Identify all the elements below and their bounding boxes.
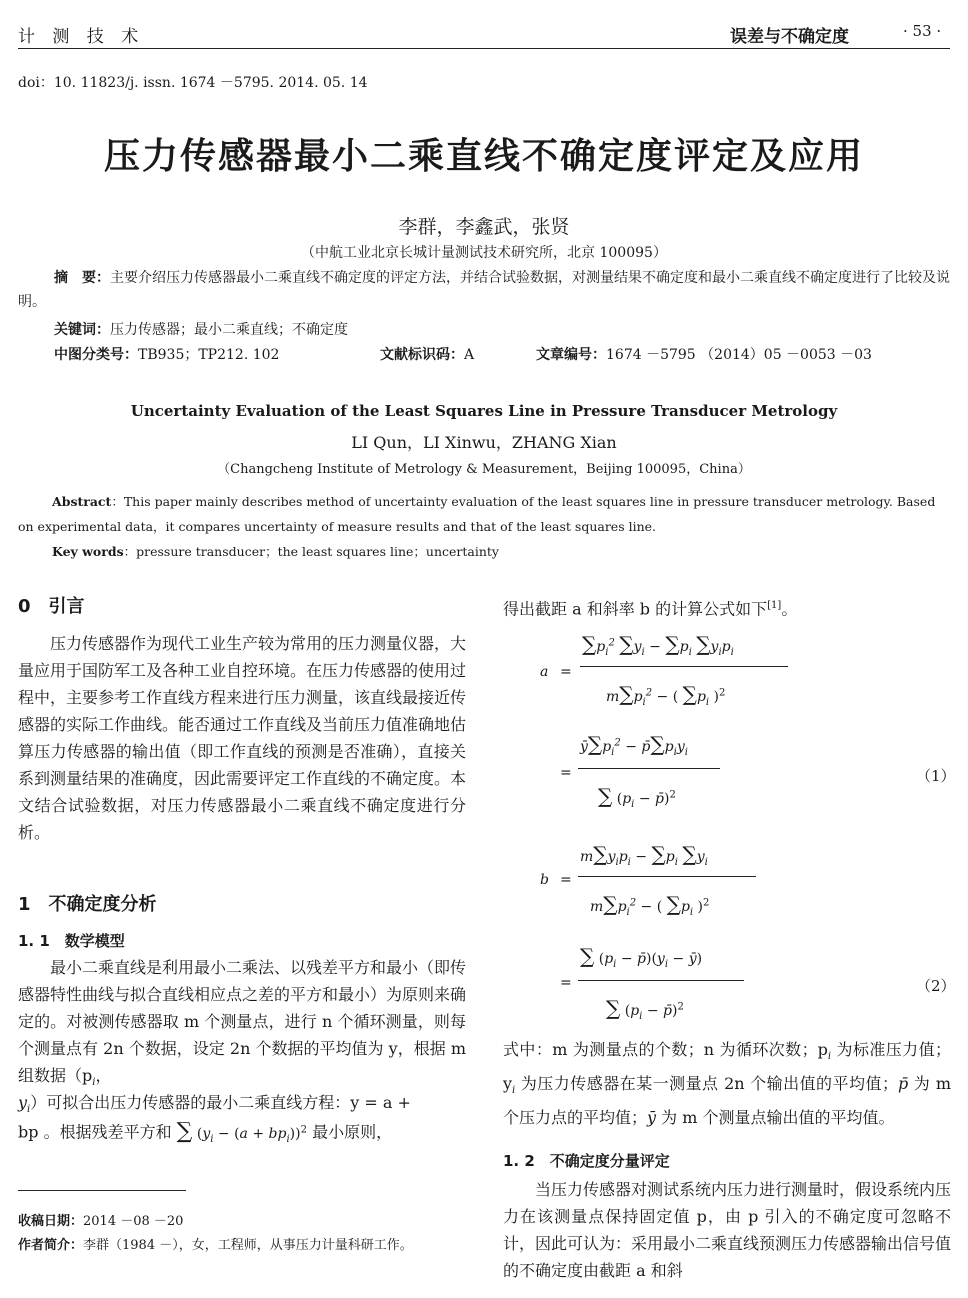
keywords-cn-label: 关键词：	[54, 322, 110, 338]
author-bio-value: 李群（1984 －），女，工程师，从事压力计量科研工作。	[83, 1238, 413, 1253]
y-sub-symbol: y	[18, 1093, 28, 1112]
abstract-cn-text: 主要介绍压力传感器最小二乘直线不确定度的评定方法，并结合试验数据，对测量结果不确定度和最小二乘直线不确定度进行了比较及说明。	[18, 270, 950, 310]
section-1-1-tail2: bp 。根据残差平方和	[18, 1122, 172, 1142]
section-1-1-text: 最小二乘直线是利用最小二乘法、以残差平方和最小（即传感器特性曲线与拟合直线相应点之差的平方和最小）为原则来确定的。对被测传感器取 m 个测量点，进行 n 个循环测量，则每个测量点有 2n 个数据，设定 2n 个数据的平均值为 y，根据 m 组数据（p	[18, 958, 466, 1085]
doc-code-value: A	[464, 347, 475, 363]
left-column	[18, 592, 466, 1143]
classification-article	[536, 343, 872, 367]
running-header	[0, 0, 968, 46]
eq2-lhs-b: b	[540, 872, 549, 888]
doi: doi：10. 11823/j. issn. 1674 －5795. 2014. 05. 14	[18, 75, 368, 91]
eq2-alt-fraction-bar	[578, 980, 744, 981]
residual-sum-formula: ∑ $(y_i - (a + bp_i))^2$	[176, 1118, 307, 1145]
section-1-1-paragraph: 最小二乘直线是利用最小二乘法、以残差平方和最小（即传感器特性曲线与拟合直线相应点之差的平方和最小）为原则来确定的。对被测传感器取 m 个测量点，进行 n 个循环测量，则每个测量点有 2n 个数据，设定 2n 个数据的平均值为 y，根据 m 组数据（$p_i$，	[18, 958, 466, 1089]
received-label: 收稿日期：	[18, 1214, 84, 1229]
footnote-author	[18, 1236, 470, 1256]
where-text-4: 为 m 个压力点的平均值；	[503, 1074, 951, 1128]
authors: 李群，李鑫武，张贤	[398, 216, 570, 238]
author-bio-label: 作者简介：	[18, 1238, 84, 1253]
section-1-1-heading: 1. 1 数学模型	[18, 932, 125, 950]
where-text-3: 为压力传感器在某一测量点 2n 个输出值的平均值；	[515, 1074, 898, 1094]
section-1-heading: 1 不确定度分析	[18, 894, 157, 915]
eq2-denominator: $m\sum p_i^2$ − ( $\sum p_i$ )$^2$	[590, 892, 710, 918]
section-1-2-heading: 1. 2 不确定度分量评定	[503, 1152, 670, 1170]
classification-doc	[380, 343, 474, 367]
english-authors: LI Qun，LI Xinwu，ZHANG Xian	[351, 433, 617, 452]
paper-page: 计 测 技 术 误差与不确定度 · 53 · doi：10. 11823/j. issn. 1674 －5795. 2014. 05. 14 压力传感器最小二乘直线不确定度评定及应用 李群，李鑫武，张贤 （中航工业北京长城计量测试技术研究所，北京 100095） 摘 要：主要介绍压力传感器最小二乘直线不确定度的评定方法，并结合试验数据，对测量结果不确定度和最小二乘直线不确定度进行了比较及说明。 关键词：压力传感器；最小二乘直线；不确定度 中图分类号：TB935；TP212. 102 文献标识码：A 文章编号：1674 －5795 （2014）05 －0053 －03 Uncertainty Evaluation of the Least Squares Line in Pressure Transducer Metrology LI Qun，LI Xinwu，ZHANG Xian （Changcheng Institute of Metrology & Measurement，Beijing 100095，China） Abstract：This paper mainly describes method of uncertainty evaluation of the least squares line in pressure transducer metrology. Based on experimental data，it compares uncertainty of measure results and that of the least squares line. Key words：pressure transducer；the least squares line；uncertainty 0 引言 压力传感器作为现代工业生产较为常用的压力测量仪器，大量应用于国防军工及各种工业自控环境。在压力传感器的使用过程中，主要参考工作直线方程来进行压力测量，该直线最接近传感器的实际工作曲线。能否通过工作直线及当前压力值准确地估算压力传感器的输出值（即工作直线的预测是否准确），直接关系到测量结果的准确度，因此需要评定工作直线的不确定度。本文结合试验数据，对压力传感器最小二乘直线不确定度进行分析。 1 不确定度分析 1. 1 数学模型 最小二乘直线是利用最小二乘法、以残差平方和最小（即传感器特性曲线与拟合直线相应点之差的平方和最小）为原则来确定的。对被测传感器取 m 个测量点，进行 n 个循环测量，则每个测量点有 2n 个数据，设定 2n 个数据的平均值为 y，根据 m 组数据（$p_i$， $y_i$）可拟合出压力传感器的最小二乘直线方程：y = a + bp 。根据残差平方和 ∑ $(y_i - (a + bp_i))^2$ 最小原则， 收稿日期：2014 －08 －20 作者简介：李群（1984 －），女，工程师，从事压力计量科研工作。 得出截距 a 和斜率 b 的计算公式如下[1]。 a = $\sum p_i^2$ $\sum y_i - \sum p_i$ $\sum y_ip_i$ $m\sum p_i^2$ − ( $\sum p_i$ )$^2$ = $ȳ\sum p_i^2$ − $p̄\sum p_iy_i$ ∑ ($p_i$ − p̄)$^2$ （1） b = $m\sum y_ip_i - \sum p_i$ $\sum y_i$ $m\sum p_i^2$ − ( $\sum p_i$ )$^2$ = ∑ ($p_i$ − $p̄)(y_i$ − ȳ) ∑ ($p_i$ − p̄)$^2$ （2） 式中：m 为测量点的个数；n 为循环次数；$p_i$ 为标准压力值；$y_i$ 为压力传感器在某一测量点 2n 个输出值的平均值；p̄ 为 m 个压力点的平均值；ȳ 为 m 个测量点输出值的平均值。 1. 2 不确定度分量评定 当压力传感器对测试系统内压力进行测量时，假设系统内压力在该测量点保持固定值 p，由 p 引入的不确定度可忽略不计，因此可认为：采用最小二乘直线预测压力传感器输出信号值的不确定度由截距 a 和斜	[0, 0, 968, 1298]
doc-code-label: 文献标识码：	[380, 347, 464, 363]
section-1-1-tail3: 最小原则，	[312, 1122, 393, 1142]
where-text-5: 为 m 个测量点输出值的平均值。	[656, 1108, 895, 1128]
where-text-1: 式中：m 为测量点的个数；n 为循环次数；p	[503, 1040, 828, 1059]
journal-name: 计 测 技 术	[18, 27, 145, 47]
eq1-alt-denominator: ∑ ($p_i$ − p̄)$^2$	[598, 784, 676, 810]
english-abstract	[18, 489, 950, 564]
english-abstract-label: Abstract	[52, 494, 112, 509]
footnote-received	[18, 1212, 183, 1232]
english-keywords-text: ：pressure transducer；the least squares line；uncertainty	[123, 544, 499, 559]
eq1-lhs-a: a	[540, 664, 549, 680]
footnote-rule	[18, 1190, 186, 1191]
keywords-cn-text: 压力传感器；最小二乘直线；不确定度	[110, 322, 348, 338]
english-title: Uncertainty Evaluation of the Least Squares Line in Pressure Transducer Metrology	[130, 402, 838, 420]
eq2-numerator: $m\sum y_ip_i - \sum p_i$ $\sum y_i$	[580, 842, 708, 868]
article-no-label: 文章编号：	[536, 347, 606, 363]
section-1-1-tail1: ）可拟合出压力传感器的最小二乘直线方程：y = a +	[30, 1093, 411, 1112]
english-keywords-label: Key words	[52, 544, 124, 559]
abstract-cn-label: 摘 要：	[54, 270, 110, 286]
section-1-1-line-a: $y_i$）可拟合出压力传感器的最小二乘直线方程：y = a +	[18, 1093, 411, 1116]
paper-title: 压力传感器最小二乘直线不确定度评定及应用	[103, 136, 864, 177]
english-affiliation: （Changcheng Institute of Metrology & Measurement，Beijing 100095，China）	[217, 462, 751, 477]
received-value: 2014 －08 －20	[83, 1214, 184, 1229]
affiliation: （中航工业北京长城计量测试技术研究所，北京 100095）	[301, 245, 667, 261]
english-abstract-text: ：This paper mainly describes method of uncertainty evaluation of the least squares line in pressure transducer metrology. Based on experimental data，it compares uncertainty of measure results and that of the least squares line.	[18, 494, 936, 534]
abstract-cn	[18, 266, 950, 314]
eq1-numerator: $\sum p_i^2$ $\sum y_i - \sum p_i$ $\sum y_ip_i$	[582, 632, 734, 658]
eq2-number: （2）	[916, 977, 956, 995]
eq1-denominator: $m\sum p_i^2$ − ( $\sum p_i$ )$^2$	[606, 682, 726, 708]
eq1-fraction-bar	[580, 666, 788, 667]
symbol-definitions: 式中：m 为测量点的个数；n 为循环次数；$p_i$ 为标准压力值；$y_i$ 为压力传感器在某一测量点 2n 个输出值的平均值；p̄ 为 m 个压力点的平均值；ȳ 为 m 个测量点输出值的平均值。	[503, 1040, 951, 1128]
clc-value: TB935；TP212. 102	[138, 347, 280, 363]
section-1-2-paragraph: 当压力传感器对测试系统内压力进行测量时，假设系统内压力在该测量点保持固定值 p，由 p 引入的不确定度可忽略不计，因此可认为：采用最小二乘直线预测压力传感器输出信号值的不确定度由截距 a 和斜	[503, 1180, 951, 1280]
classification-clc	[54, 343, 279, 367]
article-no-value: 1674 －5795 （2014）05 －0053 －03	[606, 347, 872, 363]
formula-intro: 得出截距 a 和斜率 b 的计算公式如下	[503, 599, 768, 619]
right-column-intro: 得出截距 a 和斜率 b 的计算公式如下[1]。	[503, 599, 798, 619]
eq2-alt-numerator: ∑ ($p_i$ − $p̄)(y_i$ − ȳ)	[580, 944, 703, 970]
section-0-paragraph: 压力传感器作为现代工业生产较为常用的压力测量仪器，大量应用于国防军工及各种工业自控环境。在压力传感器的使用过程中，主要参考工作直线方程来进行压力测量，该直线最接近传感器的实际工作曲线。能否通过工作直线及当前压力值准确地估算压力传感器的输出值（即工作直线的预测是否准确），直接关系到测量结果的准确度，因此需要评定工作直线的不确定度。本文结合试验数据，对压力传感器最小二乘直线不确定度进行分析。	[18, 634, 467, 842]
eq2-fraction-bar	[578, 876, 756, 877]
section-1-1-line-b	[18, 1116, 466, 1143]
eq1-alt-fraction-bar	[578, 768, 720, 769]
reference-1: [1]	[767, 600, 782, 611]
eq1-alt-numerator: $ȳ\sum p_i^2$ − $p̄\sum p_iy_i$	[580, 732, 688, 758]
where-text-2: 为标准压力值；y	[503, 1040, 951, 1094]
keywords-cn	[18, 318, 968, 342]
page-number: · 53 ·	[903, 22, 942, 40]
clc-label: 中图分类号：	[54, 347, 138, 363]
eq2-alt-denominator: ∑ ($p_i$ − p̄)$^2$	[606, 996, 684, 1022]
header-rule	[18, 48, 950, 49]
section-name: 误差与不确定度	[730, 27, 849, 47]
section-0-heading: 0 引言	[18, 596, 85, 617]
eq1-number: （1）	[916, 767, 956, 785]
